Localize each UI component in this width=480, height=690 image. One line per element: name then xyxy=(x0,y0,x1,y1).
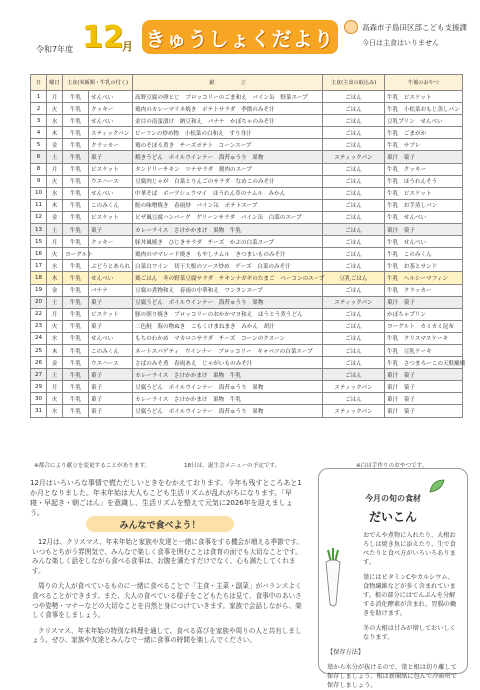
day-cell: 20 xyxy=(31,296,47,308)
afternoon-snack-cell: 牛乳 ビスケット xyxy=(385,91,463,103)
menu-row xyxy=(31,369,463,381)
menu-notes xyxy=(34,461,428,469)
storage-text: 葉から水分が抜けるので、葉と根は切り離して保存しましょう。根は新聞紙に包んで冷暗所で保存しましょう。 xyxy=(327,664,457,689)
day-cell: 19 xyxy=(31,284,47,296)
menu-cell: カレーライス さけかかまけ 果物 牛乳 xyxy=(133,393,323,405)
staple-cell: スティックパン xyxy=(323,296,385,308)
morning-snack-cell: クラッカー xyxy=(89,139,133,151)
eat-paragraph-2: 周りの大人が食べているものに一緒に食べることで「主食・主菜・副菜」がバランスよく食べることができます。また、大人の食べている様子をこどもたちは見て、食事中のあいさつや姿勢・マナーなどの大切なことを自然と身につけていきます。家族で会話しながら、楽しく食事をしましょう。 xyxy=(32,582,302,620)
menu-cell: 豆腐うどん ボイルウインナー 海苔ゅうり 果物 xyxy=(133,296,323,308)
month-unit: 月 xyxy=(122,40,133,53)
staple-cell: ごはん xyxy=(323,284,385,296)
eat-paragraph-3: クリスマス、年末年始の特別な料理を通して、食べる喜びを家族や周りの人と共有しましょう。ぜひ、家族や友達とみんなで一緒に食事の時間を楽しんでください。 xyxy=(32,626,302,645)
morning-snack-cell: ビスケット xyxy=(89,211,133,223)
day-cell: 8 xyxy=(31,163,47,175)
menu-cell: 豚の照り焼き ブロッコリーのおかかマヨ和え ほうとう煮うどん xyxy=(133,308,323,320)
newsletter-header xyxy=(8,16,472,68)
title-banner xyxy=(142,20,338,54)
weekday-cell: 月 xyxy=(47,381,63,393)
day-cell: 10 xyxy=(31,187,47,199)
menu-cell: 豚丼風焼き ひじきサラダ チーズ かぶの白菜スープ xyxy=(133,236,323,248)
menu-row xyxy=(31,393,463,405)
morning-snack-cell: ウエハース xyxy=(89,175,133,187)
menu-cell: 豆腐うどん ボイルウインナー 海苔ゅうり 果物 xyxy=(133,405,323,417)
staple-cell: スティックパン xyxy=(323,405,385,417)
day-cell: 17 xyxy=(31,260,47,272)
staple-cell: ごはん xyxy=(323,344,385,356)
day-cell: 5 xyxy=(31,139,47,151)
staple-cell: ごはん xyxy=(323,369,385,381)
staple-cell: ごはん xyxy=(323,115,385,127)
col-day: 日 xyxy=(31,75,47,91)
staple-cell: ごはん xyxy=(323,163,385,175)
morning-snack-cell: ぶどうとあられ xyxy=(89,260,133,272)
afternoon-snack-cell: 菓汁 菓子 xyxy=(385,393,463,405)
morning-snack-cell: 菓子 xyxy=(89,320,133,332)
day-cell: 13 xyxy=(31,224,47,236)
menu-row xyxy=(31,260,463,272)
chef-icon xyxy=(344,20,358,34)
organization-name: 高森市子島田区部こども支援課 xyxy=(362,23,467,32)
staple-cell: ごはん xyxy=(323,357,385,369)
morning-drink-cell: 牛乳 xyxy=(63,393,89,405)
day-cell: 25 xyxy=(31,344,47,356)
morning-snack-cell xyxy=(89,248,133,260)
staple-cell: ごはん xyxy=(323,91,385,103)
morning-drink-cell: 牛乳 xyxy=(63,175,89,187)
menu-row xyxy=(31,272,463,284)
newsletter-title: きゅうしょくだより xyxy=(145,26,335,51)
morning-drink-cell: 牛乳 xyxy=(63,344,89,356)
menu-row xyxy=(31,199,463,211)
afternoon-snack-cell: 牛乳 サブレ xyxy=(385,139,463,151)
morning-drink-cell: 牛乳 xyxy=(63,91,89,103)
staple-cell: ごはん xyxy=(323,224,385,236)
weekday-cell: 土 xyxy=(47,369,63,381)
menu-row xyxy=(31,187,463,199)
afternoon-snack-cell: 牛乳 小松菜おもじ蒸しパン xyxy=(385,103,463,115)
day-cell: 11 xyxy=(31,199,47,211)
weekday-cell: 木 xyxy=(47,199,63,211)
menu-cell: 中華そば ボーヅシュウマイ ほうれん草のナムル みかん xyxy=(133,187,323,199)
note-birthday: 18日は、誕生会メニューの予定です。 xyxy=(184,463,281,469)
menu-cell: ビーフンの炒め物 小松菜の白和え すり身汁 xyxy=(133,127,323,139)
staple-cell: ごはん xyxy=(323,320,385,332)
morning-snack-cell: バナナ xyxy=(89,284,133,296)
staple-cell: ごはん xyxy=(323,236,385,248)
weekday-cell: 水 xyxy=(47,115,63,127)
menu-row xyxy=(31,308,463,320)
menu-cell: カレーライス さけかかまけ 果物 牛乳 xyxy=(133,369,323,381)
menu-row xyxy=(31,332,463,344)
weekday-cell: 水 xyxy=(47,260,63,272)
eat-together-banner: みんなで食べよう！ xyxy=(86,516,234,532)
seasonal-paragraph-1: おでんや煮物に入れたり、大根おろしは焼き魚に添えたり、生で食べたりと食べ方がいろいろあります。 xyxy=(363,532,456,566)
morning-drink-cell: 牛乳 xyxy=(63,127,89,139)
staple-cell: 豆乳ごはん xyxy=(323,272,385,284)
seasonal-food-name: だいこん xyxy=(368,510,417,524)
morning-drink-cell: 牛乳 xyxy=(63,332,89,344)
weekday-cell: 火 xyxy=(47,103,63,115)
weekday-cell: 月 xyxy=(47,163,63,175)
day-cell: 4 xyxy=(31,127,47,139)
weekday-cell: 月 xyxy=(47,236,63,248)
afternoon-snack-cell: 牛乳 ほうれんそう xyxy=(385,175,463,187)
morning-drink-cell: 牛乳 xyxy=(63,272,89,284)
leaf-icon xyxy=(428,478,446,494)
staple-cell: ごはん xyxy=(323,139,385,151)
afternoon-snack-cell: ヨーグルト カミカミ昆布 xyxy=(385,320,463,332)
menu-cell: ピザ風豆腐ハンバーグ グリーンサラダ バイン缶 白菜のスープ xyxy=(133,211,323,223)
morning-drink-cell: 牛乳 xyxy=(63,284,89,296)
col-weekday: 曜日 xyxy=(47,75,63,91)
morning-snack-cell: 菓子 xyxy=(89,296,133,308)
afternoon-snack-cell: 菓汁 菓子 xyxy=(385,151,463,163)
menu-row xyxy=(31,91,463,103)
morning-snack-cell: 菓子 xyxy=(89,151,133,163)
weekday-cell: 木 xyxy=(47,344,63,356)
menu-row xyxy=(31,139,463,151)
day-cell: 12 xyxy=(31,211,47,223)
staple-cell: ごはん xyxy=(323,211,385,223)
staple-cell: ごはん xyxy=(323,175,385,187)
morning-snack-cell: クッキー xyxy=(89,103,133,115)
weekday-cell: 火 xyxy=(47,175,63,187)
menu-table xyxy=(30,74,466,418)
morning-drink-cell: 牛乳 xyxy=(63,139,89,151)
weekday-cell: 木 xyxy=(47,272,63,284)
weekday-cell: 水 xyxy=(47,187,63,199)
staple-cell: ごはん xyxy=(323,393,385,405)
menu-row xyxy=(31,103,463,115)
morning-drink-cell: 牛乳 xyxy=(63,163,89,175)
menu-row xyxy=(31,296,463,308)
menu-row xyxy=(31,163,463,175)
morning-drink-cell: 牛乳 xyxy=(63,211,89,223)
morning-drink-cell: 牛乳 xyxy=(63,151,89,163)
afternoon-snack-cell: かぼちゃプリン xyxy=(385,308,463,320)
staple-cell: ごはん xyxy=(323,248,385,260)
menu-row xyxy=(31,211,463,223)
intro-paragraph: 12月はいろいろな事情で慌ただしいときをむかえております。今年も残すところあと1か月となりました。年末年始は大人もこども生活リズムが乱れがちになります。「早寝・早起き・朝ごはん」を意識し、生活リズムを整えて元気に2026年を迎えましょう。 xyxy=(30,479,302,517)
col-menu: 献 立 xyxy=(133,75,323,91)
menu-cell: 鶏のそぼろ煮き チーズポテト コーンスープ xyxy=(133,139,323,151)
afternoon-snack-cell: 牛乳 さつまろーこの天麩羅焼 xyxy=(385,357,463,369)
afternoon-snack-cell: 菓汁 菓子 xyxy=(385,224,463,236)
col-staple: 主食(主食の取込み) xyxy=(323,75,385,91)
menu-cell: 鶏ごはん 冬の野菜豆腐サラダ チキンナガギのたまご ベーコンのスープ xyxy=(133,272,323,284)
header-subtitle: 今日は主食はいりません xyxy=(362,39,439,47)
menu-row xyxy=(31,284,463,296)
menu-cell: 豆腐の煮物和え 春雨の中華和え ワンタンスープ xyxy=(133,284,323,296)
note-handmade: ※白は手作りのおやつです。 xyxy=(356,463,428,469)
seasonal-paragraph-2: 葉にはビタミンCやカルシウム、食物繊維などが多く含まれています。根の部分にはでんぷんを分解する消化酵素が含まれ、胃腸の働きを助けます。 xyxy=(363,574,457,617)
morning-drink-cell: 牛乳 xyxy=(63,115,89,127)
menu-row xyxy=(31,127,463,139)
menu-cell: 白菜白ワイン 切干大根のソース炒め ゲーズ 白菜のみそ汁 xyxy=(133,260,323,272)
menu-cell: 焼きうどん ポイルウインナー 海苔ゅうり 果物 xyxy=(133,151,323,163)
day-cell: 24 xyxy=(31,332,47,344)
weekday-cell: 木 xyxy=(47,127,63,139)
morning-snack-cell: 菓子 xyxy=(89,393,133,405)
weekday-cell: 土 xyxy=(47,151,63,163)
morning-snack-cell: せんべい xyxy=(89,332,133,344)
afternoon-snack-cell: 牛乳 クッキー xyxy=(385,163,463,175)
menu-cell: タンドリーチキン ツナサラダ 醤肉のスープ xyxy=(133,163,323,175)
morning-snack-cell: せんべい xyxy=(89,187,133,199)
weekday-cell: 土 xyxy=(47,296,63,308)
menu-cell: 金目の南蛮漬け 納豆和え バナナ かぼちゃのみそ汁 xyxy=(133,115,323,127)
afternoon-snack-cell: 菓汁 菓子 xyxy=(385,369,463,381)
radish-icon xyxy=(322,548,344,608)
morning-snack-cell: 菓子 xyxy=(89,224,133,236)
weekday-cell: 月 xyxy=(47,308,63,320)
afternoon-snack-cell: 菓汁 菓子 xyxy=(385,405,463,417)
weekday-cell: 金 xyxy=(47,211,63,223)
afternoon-snack-cell: 牛乳 ごまがか xyxy=(385,127,463,139)
morning-drink-cell: 牛乳 xyxy=(63,320,89,332)
afternoon-snack-cell: 菓汁 菓子 xyxy=(385,296,463,308)
menu-row xyxy=(31,175,463,187)
weekday-cell: 金 xyxy=(47,139,63,151)
weekday-cell: 金 xyxy=(47,284,63,296)
staple-cell: スティックパン xyxy=(323,151,385,163)
afternoon-snack-cell: 牛乳 せんべい xyxy=(385,236,463,248)
morning-snack-cell: このみくん xyxy=(89,199,133,211)
day-cell: 9 xyxy=(31,175,47,187)
menu-cell: もちのわかめ マカロニサラダ チーズ コーンのクスーン xyxy=(133,332,323,344)
menu-row xyxy=(31,236,463,248)
morning-drink-cell: 牛乳 xyxy=(63,308,89,320)
day-cell: 31 xyxy=(31,405,47,417)
afternoon-snack-cell: 牛乳 お茶とサンド xyxy=(385,260,463,272)
staple-cell: ごはん xyxy=(323,260,385,272)
weekday-cell: 土 xyxy=(47,224,63,236)
menu-cell: 豆腐うどん ポイルウインナー 海苔ゅうり 果物 xyxy=(133,381,323,393)
morning-snack-cell: このみくん xyxy=(89,344,133,356)
menu-row xyxy=(31,405,463,417)
afternoon-snack-cell: 菓汁 菓子 xyxy=(385,381,463,393)
afternoon-snack-cell: 牛乳 お芋蒸しパン xyxy=(385,199,463,211)
weekday-cell: 火 xyxy=(47,248,63,260)
morning-snack-cell: スティックパン xyxy=(89,127,133,139)
morning-drink-cell: 牛乳 xyxy=(63,236,89,248)
staple-cell: ごはん xyxy=(323,103,385,115)
day-cell: 29 xyxy=(31,381,47,393)
morning-drink-cell: 牛乳 xyxy=(63,260,89,272)
staple-cell: ごはん xyxy=(323,187,385,199)
menu-row xyxy=(31,151,463,163)
menu-row xyxy=(31,344,463,356)
afternoon-snack-cell: 牛乳 ヘルシーマフィン xyxy=(385,272,463,284)
weekday-cell: 水 xyxy=(47,405,63,417)
staple-cell: ごはん xyxy=(323,332,385,344)
day-cell: 22 xyxy=(31,308,47,320)
col-afternoon-snack: 牛後のおやつ xyxy=(385,75,463,91)
weekday-cell: 火 xyxy=(47,393,63,405)
seasonal-title: 今月の旬の食材 xyxy=(365,494,421,503)
menu-cell: 豆腐肉じゃが 白菜とりんごのサラダ なめこのみそ汁 xyxy=(133,175,323,187)
morning-snack-cell: クッキー xyxy=(89,236,133,248)
morning-drink-cell: 牛乳 xyxy=(63,296,89,308)
day-cell: 15 xyxy=(31,236,47,248)
day-cell: 26 xyxy=(31,357,47,369)
menu-cell: 高野豆腐の卵とじ ブロッコリーのごま和え バイン缶 野菜スープ xyxy=(133,91,323,103)
day-cell: 23 xyxy=(31,320,47,332)
morning-drink-cell: 牛乳 xyxy=(63,224,89,236)
morning-snack-cell: ビスケット xyxy=(89,308,133,320)
day-cell: 18 xyxy=(31,272,47,284)
morning-snack-cell: 菓子 xyxy=(89,381,133,393)
staple-cell: ごはん xyxy=(323,308,385,320)
menu-row xyxy=(31,248,463,260)
menu-row xyxy=(31,357,463,369)
day-cell: 6 xyxy=(31,151,47,163)
morning-snack-cell: ビスケット xyxy=(89,163,133,175)
month-number: 12 xyxy=(82,20,124,55)
morning-drink-cell: 牛乳 xyxy=(63,369,89,381)
afternoon-snack-cell: 豆乳プリン せんべい xyxy=(385,115,463,127)
menu-cell: カレーライス さけかかまけ 果物 牛乳 xyxy=(133,224,323,236)
staple-cell: ごはん xyxy=(323,127,385,139)
morning-drink-cell: 牛乳 xyxy=(63,381,89,393)
col-morning-snack: 主食(米飯類・牛乳の付く) xyxy=(63,75,133,91)
morning-drink-cell: 牛乳 xyxy=(63,199,89,211)
day-cell: 1 xyxy=(31,91,47,103)
menu-cell: 鶏肉のカレーマリネ焼き ポテトサラダ 季節のみそ汁 xyxy=(133,103,323,115)
menu-header-row xyxy=(31,75,463,91)
staple-cell: ごはん xyxy=(323,199,385,211)
eat-paragraph-1: 12月は、クリスマス、年末年始と家族や友達と一緒に食事をする機会が増える季節です。いつもとちがう雰囲気で、みんなで楽しく食事を囲むことは食育の面でも大切なことです。みんな楽しく話をしながら食べる食事は、お腹を満たすだけでなく、心も満たしてくれます。 xyxy=(32,538,303,575)
weekday-cell: 水 xyxy=(47,332,63,344)
seasonal-paragraph-3: 冬の大根は甘みが増しておいしくなります。 xyxy=(363,625,456,641)
morning-snack-cell: せんべい xyxy=(89,272,133,284)
morning-drink-cell: 牛乳 xyxy=(63,187,89,199)
morning-drink-cell: ヨーグルト xyxy=(63,248,89,260)
morning-snack-cell: せんべい xyxy=(89,91,133,103)
menu-row xyxy=(31,224,463,236)
menu-cell: さばのみそ煮 春雨あえ じゃがいものみそ汁 xyxy=(133,357,323,369)
afternoon-snack-cell: 牛乳 このみくん xyxy=(385,248,463,260)
afternoon-snack-cell: 牛乳 豆乳ケーキ xyxy=(385,344,463,356)
morning-drink-cell: 牛乳 xyxy=(63,103,89,115)
morning-snack-cell: ウエハース xyxy=(89,357,133,369)
day-cell: 3 xyxy=(31,115,47,127)
weekday-cell: 火 xyxy=(47,320,63,332)
menu-cell: ネートスパゲティ ウインナー ブロッコリー キャベツの白菜スープ xyxy=(133,344,323,356)
day-cell: 30 xyxy=(31,393,47,405)
afternoon-snack-cell: 牛乳 せんべい xyxy=(385,211,463,223)
menu-row xyxy=(31,320,463,332)
staple-cell: スティックパン xyxy=(323,381,385,393)
morning-snack-cell: 菓子 xyxy=(89,369,133,381)
day-cell: 16 xyxy=(31,248,47,260)
day-cell: 27 xyxy=(31,369,47,381)
eat-together-section xyxy=(32,538,304,678)
menu-row xyxy=(31,115,463,127)
morning-snack-cell: 菓子 xyxy=(89,405,133,417)
storage-heading: 【保存方法】 xyxy=(327,649,365,656)
morning-drink-cell: 牛乳 xyxy=(63,357,89,369)
weekday-cell: 月 xyxy=(47,91,63,103)
menu-cell: 二色鮭 海の物ぬき こもくけまねまき みかん 胡汁 xyxy=(133,320,323,332)
weekday-cell: 金 xyxy=(47,357,63,369)
menu-cell: 鶏肉のママレード焼き もやしナムル きつまいものみそ汁 xyxy=(133,248,323,260)
afternoon-snack-cell: 牛乳 クラッカー xyxy=(385,284,463,296)
afternoon-snack-cell: 牛乳 クリスマスケーキ xyxy=(385,332,463,344)
morning-drink-cell: 牛乳 xyxy=(63,405,89,417)
afternoon-snack-cell: 牛乳 ビスケット xyxy=(385,187,463,199)
morning-snack-cell: せんべい xyxy=(89,115,133,127)
day-cell: 2 xyxy=(31,103,47,115)
note-change: ※都合により献立を変更することがあります。 xyxy=(34,463,151,469)
menu-row xyxy=(31,381,463,393)
era-label: 令和7年度 xyxy=(36,45,74,54)
menu-cell: 鮭の味噌焼き 春雨炒 バイン缶 ポテトスープ xyxy=(133,199,323,211)
